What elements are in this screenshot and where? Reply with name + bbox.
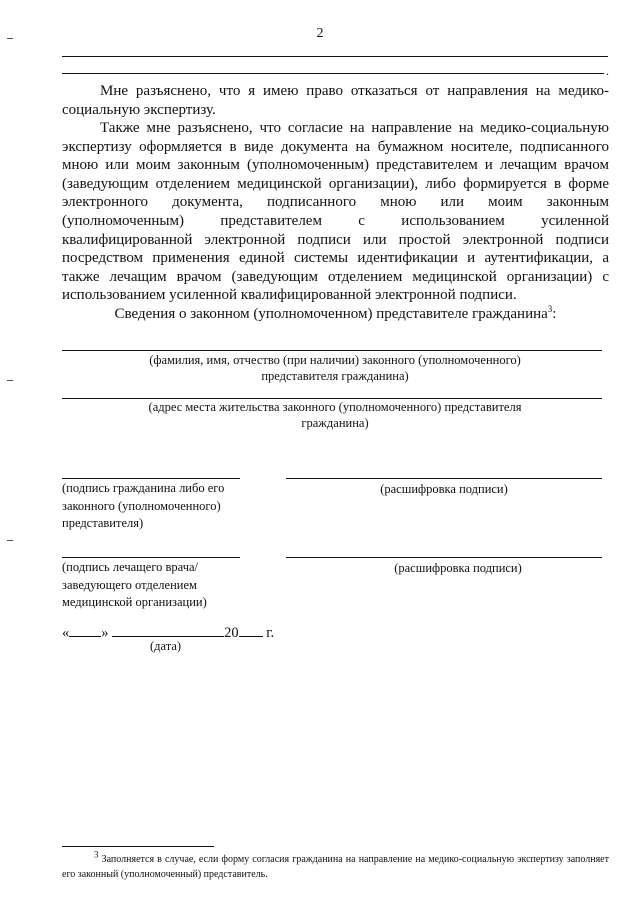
footnote: $^3$ Заполняется в случае, если форму согласия гражданина на направление на медико-социальную экспертизу заполняет его законный (уполномоченный) представитель. — [62, 849, 609, 880]
line-end-dot: . — [606, 64, 609, 78]
date-month-blank — [112, 623, 224, 637]
blank-line-top-2 — [62, 73, 604, 74]
footnote-number: 3 — [94, 849, 99, 860]
caption-date: (дата) — [150, 639, 182, 653]
caption-citizen-decode: (расшифровка подписи) — [380, 482, 508, 496]
caption-citizen-signature: (подпись гражданина либо его законного (уполномоченного) представителя) — [62, 481, 225, 530]
paragraph-consent-form: Также мне разъяснено, что согласие на направление на медико-социальную экспертизу оформляется в виде документа на бумажном носителе, подписанного мною или моим законным (уполномоченным) представителем и лечащим врачом (заведующим отделением медицинской организации), либо формируется в форме электронного документа, подписанного мною или моим законным (уполномоченным) представителем с использованием усиленной квалифицированной электронной подписи или простой электронной подписи посредством применения единой системы идентификации и аутентификации, а также лечащим врачом (заведующим отделением медицинской организации) с использованием усиленной квалифицированной электронной подписи. — [62, 120, 609, 304]
footnote-ref: 3 — [547, 304, 553, 314]
date-day-blank — [69, 623, 101, 637]
representative-heading: Сведения о законном (уполномоченном) представителе гражданина$^3$: — [114, 304, 557, 322]
date-year-blank — [239, 623, 263, 637]
scan-margin-mark — [7, 540, 13, 541]
caption-address: (адрес места жительства законного (уполномоченного) представителя гражданина) — [148, 400, 522, 430]
paragraph-refusal-right: Мне разъяснено, что я имею право отказаться от направления на медико-социальную экспертизу. — [62, 83, 609, 118]
scan-margin-mark — [7, 380, 13, 381]
citizen-decode-line — [286, 478, 602, 479]
page-number: 2 — [316, 26, 324, 41]
caption-doctor-decode: (расшифровка подписи) — [394, 561, 522, 575]
caption-doctor-signature: (подпись лечащего врача/ заведующего отделением медицинской организации) — [62, 560, 207, 609]
fio-line — [62, 350, 602, 351]
citizen-signature-line — [62, 478, 240, 479]
footnote-separator — [62, 846, 214, 847]
doctor-decode-line — [286, 557, 602, 558]
doctor-signature-line — [62, 557, 240, 558]
caption-fio: (фамилия, имя, отчество (при наличии) законного (уполномоченного) представителя гражданина) — [149, 353, 521, 383]
date-field: « » 20 г. — [62, 625, 275, 641]
blank-line-top-1 — [62, 56, 608, 57]
